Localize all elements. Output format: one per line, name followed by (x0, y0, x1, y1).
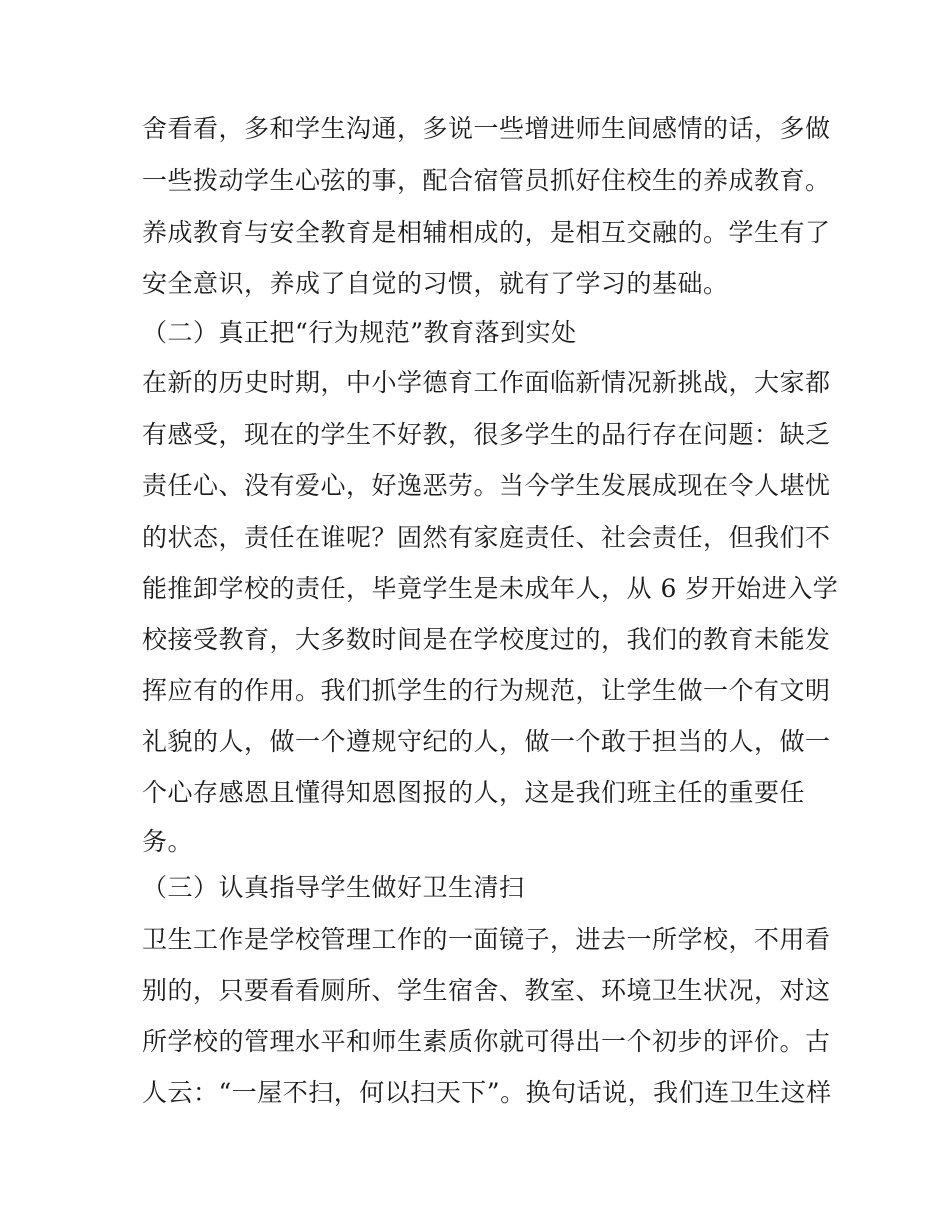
text-line: 校接受教育，大多数时间是在学校度过的，我们的教育未能发 (142, 625, 831, 654)
text-line: 能推卸学校的责任，毕竟学生是未成年人，从 6 岁开始进入学 (142, 574, 839, 603)
text-line: 有感受，现在的学生不好教，很多学生的品行存在问题：缺乏 (142, 420, 831, 449)
text-line: 挥应有的作用。我们抓学生的行为规范，让学生做一个有文明 (142, 676, 831, 705)
text-line: 养成教育与安全教育是相辅相成的，是相互交融的。学生有了 (142, 218, 831, 247)
text-line: 别的，只要看看厕所、学生宿舍、教室、环境卫生状况，对这 (142, 976, 831, 1005)
text-line: 在新的历史时期，中小学德育工作面临新情况新挑战，大家都 (142, 368, 831, 397)
text-line: 个心存感恩且懂得知恩图报的人，这是我们班主任的重要任 (142, 778, 806, 807)
text-line: 舍看看，多和学生沟通，多说一些增进师生间感情的话，多做 (142, 114, 831, 143)
text-line: 务。 (142, 827, 194, 856)
text-line: 礼貌的人，做一个遵规守纪的人，做一个敢于担当的人，做一 (142, 727, 831, 756)
text-line: 人云：“一屋不扫，何以扫天下”。换句话说，我们连卫生这样 (142, 1078, 832, 1107)
text-line: 安全意识，养成了自觉的习惯，就有了学习的基础。 (142, 269, 729, 298)
section-heading: （二）真正把“行为规范”教育落到实处 (142, 318, 577, 347)
text-line: 责任心、没有爱心，好逸恶劳。当今学生发展成现在令人堪忧 (142, 471, 831, 500)
text-line: 一些拨动学生心弦的事，配合宿管员抓好住校生的养成教育。 (142, 166, 831, 195)
section-heading: （三）认真指导学生做好卫生清扫 (142, 873, 525, 902)
text-line: 的状态，责任在谁呢？固然有家庭责任、社会责任，但我们不 (142, 523, 831, 552)
text-line: 所学校的管理水平和师生素质你就可得出一个初步的评价。古 (142, 1027, 831, 1056)
text-line: 卫生工作是学校管理工作的一面镜子，进去一所学校，不用看 (142, 925, 831, 954)
